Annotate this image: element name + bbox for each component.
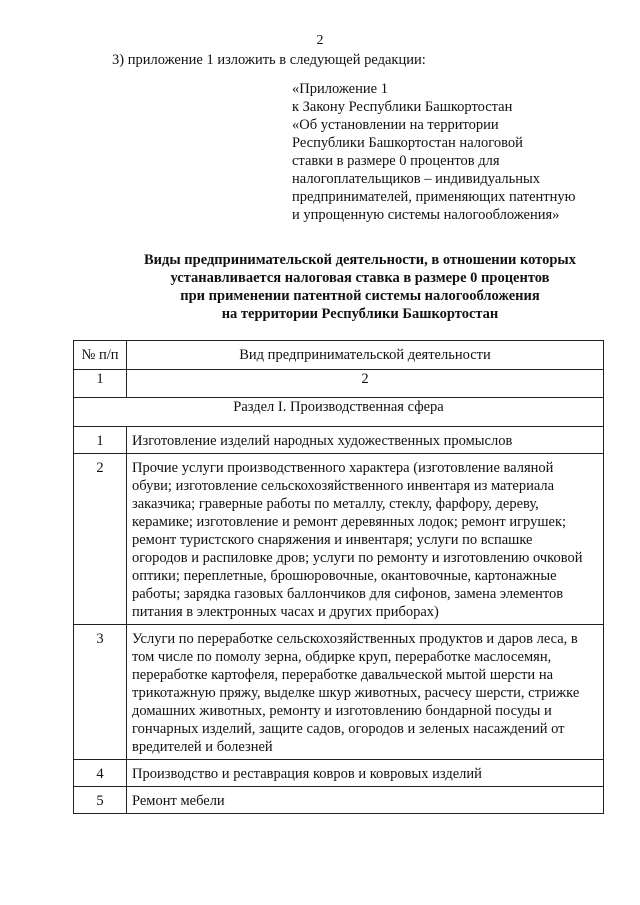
section-row — [74, 398, 604, 427]
title-line: при применении патентной системы налогообложения — [180, 288, 540, 304]
intro-text: 3) приложение 1 изложить в следующей редакции: — [112, 52, 426, 68]
appendix-header-line: и упрощенную системы налогообложения» — [292, 207, 560, 223]
row-activity — [127, 787, 604, 814]
table-row — [74, 787, 604, 814]
row-number: 3 — [74, 625, 127, 760]
activity-line: заказчика; граверные работы по металлу, стеклу, фарфору, дереву, — [132, 496, 539, 512]
appendix-header-line: ставки в размере 0 процентов для — [292, 153, 500, 169]
activity-line: обуви; изготовление сельскохозяйственного инвентаря из материала — [132, 478, 555, 494]
column-number-row — [74, 370, 604, 398]
activity-line: переработке картофеля, переработке давальческой мытой шерсти на — [132, 667, 554, 683]
activity-line: Изготовление изделий народных художественных промыслов — [132, 433, 513, 449]
row-number: 5 — [74, 787, 127, 814]
activity-line: оптики; переплетные, брошюровочные, окантовочные, картонажные — [132, 568, 557, 584]
activities-table — [73, 340, 604, 814]
document-title — [60, 251, 640, 323]
activity-line: Прочие услуги производственного характера (изготовление валяной — [132, 460, 554, 476]
activity-line: керамике; изготовление и ремонт деревянных лодок; ремонт игрушек; — [132, 514, 567, 530]
table-row — [74, 454, 604, 625]
appendix-header-line: «Об установлении на территории — [292, 117, 499, 133]
row-activity — [127, 427, 604, 454]
activity-line: том числе по помолу зерна, обдирке круп, переработке маслосемян, — [132, 649, 552, 665]
row-number: 2 — [74, 454, 127, 625]
activity-line: вредителей и болезней — [132, 739, 273, 755]
section-label: Раздел I. Производственная сфера — [74, 398, 604, 427]
col-number-1: 1 — [74, 370, 127, 398]
activity-line: работы; зарядка газовых баллончиков для сифонов, замена элементов — [132, 586, 564, 602]
appendix-header-line: предпринимателей, применяющих патентную — [292, 189, 576, 205]
activity-line: огородов и распиловке дров; услуги по ремонту и изготовлению очковой — [132, 550, 583, 566]
title-line: Виды предпринимательской деятельности, в отношении которых — [143, 252, 577, 268]
activity-line: Производство и реставрация ковров и ковровых изделий — [132, 766, 482, 782]
activity-line: Услуги по переработке сельскохозяйственных продуктов и даров леса, в — [132, 631, 578, 647]
row-activity — [127, 625, 604, 760]
row-number: 4 — [74, 760, 127, 787]
table-header-row — [74, 341, 604, 370]
activity-line: домашних животных, ремонту и изготовлению бондарной посуды и — [132, 703, 552, 719]
appendix-header-line: Республики Башкортостан налоговой — [292, 135, 523, 151]
row-activity — [127, 454, 604, 625]
col-header-number: № п/п — [74, 341, 127, 370]
table-row — [74, 760, 604, 787]
appendix-header-line: налогоплательщиков – индивидуальных — [292, 171, 541, 187]
title-line: на территории Республики Башкортостан — [221, 306, 499, 322]
row-number: 1 — [74, 427, 127, 454]
appendix-header — [292, 80, 612, 224]
appendix-header-line: «Приложение 1 — [292, 81, 388, 97]
col-number-2: 2 — [127, 370, 604, 398]
activity-line: Ремонт мебели — [132, 793, 225, 809]
page-number: 2 — [316, 33, 324, 48]
activity-line: гончарных изделий, защите садов, огородов и зеленых насаждений от — [132, 721, 565, 737]
activity-line: ремонт туристского снаряжения и инвентаря; услуги по вспашке — [132, 532, 533, 548]
appendix-header-line: к Закону Республики Башкортостан — [292, 99, 513, 115]
table-row — [74, 427, 604, 454]
table-row — [74, 625, 604, 760]
title-line: устанавливается налоговая ставка в размере 0 процентов — [170, 270, 550, 286]
row-activity — [127, 760, 604, 787]
activity-line: трикотажную пряжу, выделке шкур животных, расчесу шерсти, стрижке — [132, 685, 580, 701]
activity-line: питания в электронных часах и других приборах) — [132, 604, 439, 620]
col-header-activity: Вид предпринимательской деятельности — [127, 341, 604, 370]
